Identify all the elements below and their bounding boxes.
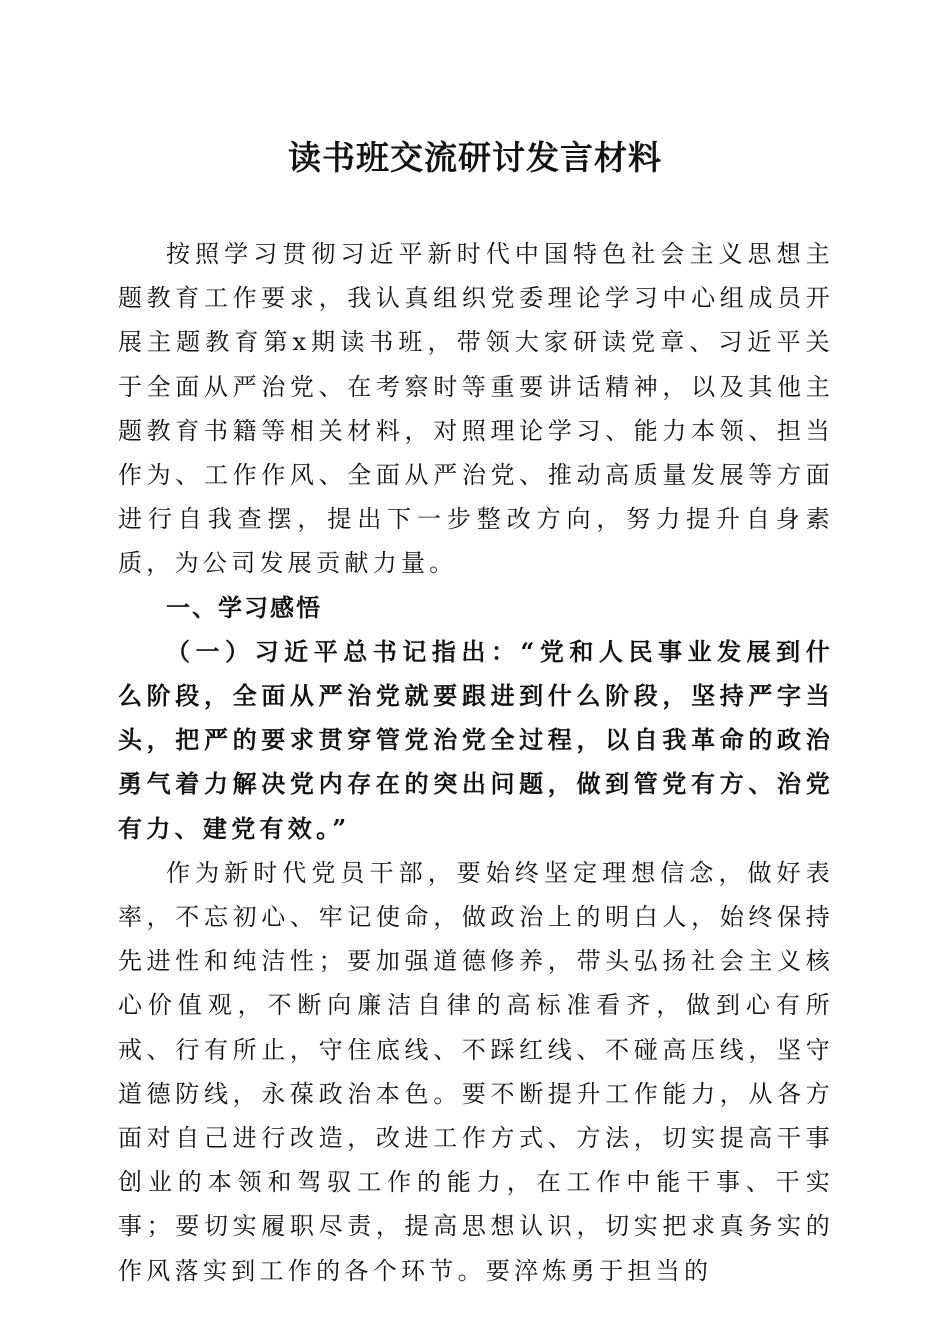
body-paragraph-2: 作为新时代党员干部，要始终坚定理想信念，做好表率，不忘初心、牢记使命，做政治上的明白人，始终保持先进性和纯洁性；要加强道德修养，带头弘扬社会主义核心价值观，不断向廉洁自律的高标准看齐，做到心有所戒、行有所止，守住底线、不踩红线、不碰高压线，坚守道德防线，永葆政治本色。要不断提升工作能力，从各方面对自己进行改造，改进工作方式、方法，切实提高干事创业的本领和驾驭工作的能力，在工作中能干事、干实事；要切实履职尽责，提高思想认识，切实把求真务实的作风落实到工作的各个环节。要淬炼勇于担当的 xyxy=(118,858,834,1285)
quote-paragraph-1: （一）习近平总书记指出：“党和人民事业发展到什么阶段，全面从严治党就要跟进到什么阶段，坚持严字当头，把严的要求贯穿管党治党全过程，以自我革命的政治勇气着力解决党内存在的突出问题，做到管党有方、治党有力、建党有效。” xyxy=(118,636,834,843)
document-body xyxy=(118,232,834,1293)
section-heading-1: 一、学习感悟 xyxy=(166,593,322,622)
intro-paragraph: 按照学习贯彻习近平新时代中国特色社会主义思想主题教育工作要求，我认真组织党委理论学习中心组成员开展主题教育第x期读书班，带领大家研读党章、习近平关于全面从严治党、在考察时等重要讲话精神，以及其他主题教育书籍等相关材料，对照理论学习、能力本领、担当作为、工作作风、全面从严治党、推动高质量发展等方面进行自我查摆，提出下一步整改方向，努力提升自身素质，为公司发展贡献力量。 xyxy=(118,240,834,578)
document-title: 读书班交流研讨发言材料 xyxy=(288,138,662,177)
